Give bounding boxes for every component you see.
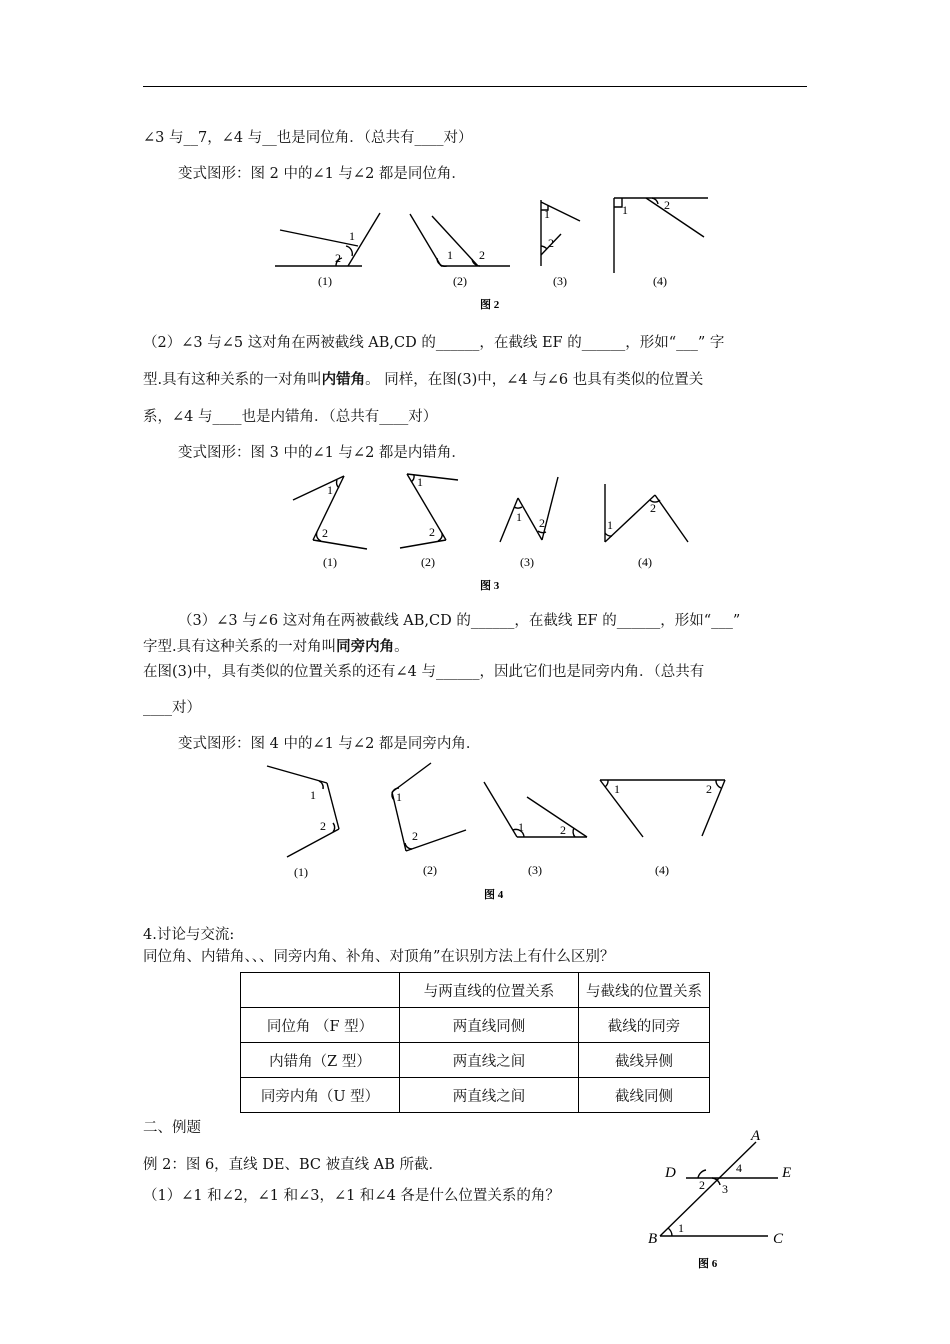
text-line: 4.讨论与交流: — [143, 927, 235, 943]
angle-label: 2 — [335, 251, 341, 265]
text-line: 变式图形：图 2 中的∠1 与∠2 都是同位角． — [178, 166, 466, 182]
text-line: 例 2：图 6，直线 DE、BC 被直线 AB 所截． — [143, 1157, 443, 1173]
text-line: 变式图形：图 4 中的∠1 与∠2 都是同旁内角． — [178, 736, 481, 752]
text-line: 在图(3)中，具有类似的位置关系的还有∠4 与______，因此它们也是同旁内角．（总共有 — [143, 664, 705, 680]
angle-label: 1 — [349, 229, 355, 243]
angle-label: 1 — [544, 207, 550, 221]
angle-label: 1 — [614, 782, 620, 796]
text-line: 同位角、内错角、、、同旁内角、补角、对顶角”在识别方法上有什么区别？ — [143, 949, 615, 965]
figure-caption: 图 6 — [698, 1258, 718, 1270]
table-cell: 内错角（Z 型） — [241, 1043, 400, 1078]
angle-label: 2 — [706, 782, 712, 796]
angle-label: 3 — [722, 1182, 728, 1196]
table-row — [241, 1008, 710, 1043]
header-rule — [143, 86, 807, 87]
text-line: （2）∠3 与∠5 这对角在两被截线 AB,CD 的______，在截线 EF 的______，形如“___” 字 — [143, 335, 725, 351]
sub-caption: (4) — [653, 274, 667, 288]
table-cell: 截线同侧 — [579, 1078, 710, 1113]
angle-label: 1 — [516, 510, 522, 524]
text-line: 系，∠4 与____也是内错角．（总共有____对） — [143, 409, 438, 425]
point-label: E — [782, 1165, 792, 1181]
angle-label: 2 — [539, 516, 545, 530]
angle-label: 2 — [412, 829, 418, 843]
angle-label: 1 — [607, 518, 613, 532]
table-cell: 与两直线的位置关系 — [400, 973, 579, 1008]
table-cell: 两直线之间 — [400, 1078, 579, 1113]
comparison-table — [240, 972, 710, 1113]
sub-caption: (4) — [638, 555, 652, 569]
angle-label: 2 — [479, 248, 485, 262]
point-label: D — [665, 1165, 676, 1181]
table-row — [241, 1043, 710, 1078]
text-line: ∠3 与__7，∠4 与__也是同位角．（总共有____对） — [143, 130, 473, 146]
sub-caption: (4) — [655, 863, 669, 877]
section-heading: 二、例题 — [143, 1120, 201, 1136]
sub-caption: (2) — [421, 555, 435, 569]
figure-caption: 图 3 — [480, 580, 500, 592]
angle-label: 2 — [429, 525, 435, 539]
angle-label: 1 — [396, 790, 402, 804]
table-cell: 截线的同旁 — [579, 1008, 710, 1043]
point-label: A — [751, 1128, 761, 1144]
table-cell: 两直线之间 — [400, 1043, 579, 1078]
table-cell: 截线异侧 — [579, 1043, 710, 1078]
table-cell — [241, 973, 400, 1008]
angle-label: 1 — [518, 820, 524, 834]
angle-label: 1 — [447, 248, 453, 262]
text-line: （3）∠3 与∠6 这对角在两被截线 AB,CD 的______，在截线 EF 的______，形如“___” — [178, 613, 741, 629]
figure-caption: 图 2 — [480, 299, 500, 311]
table-cell: 同位角 （F 型） — [241, 1008, 400, 1043]
table-header-row — [241, 973, 710, 1008]
sub-caption: (3) — [553, 274, 567, 288]
sub-caption: (1) — [318, 274, 332, 288]
angle-label: 1 — [310, 788, 316, 802]
angle-label: 1 — [327, 483, 333, 497]
sub-caption: (2) — [453, 274, 467, 288]
text-line: ____对） — [143, 700, 201, 716]
angle-label: 2 — [699, 1178, 705, 1192]
sub-caption: (1) — [294, 865, 308, 879]
angle-label: 4 — [736, 1161, 742, 1175]
angle-label: 1 — [417, 475, 423, 489]
figure-caption: 图 4 — [484, 889, 504, 901]
text-line: 字型.具有这种关系的一对角叫同旁内角。 — [143, 638, 409, 655]
table-cell: 两直线同侧 — [400, 1008, 579, 1043]
angle-label: 2 — [320, 819, 326, 833]
angle-label: 2 — [548, 236, 554, 250]
sub-caption: (3) — [520, 555, 534, 569]
sub-caption: (2) — [423, 863, 437, 877]
table-cell: 与截线的位置关系 — [579, 973, 710, 1008]
angle-label: 2 — [664, 198, 670, 212]
angle-label: 1 — [622, 203, 628, 217]
point-label: C — [773, 1231, 784, 1247]
text-line: 型.具有这种关系的一对角叫内错角。 同样，在图(3)中，∠4 与∠6 也具有类似的位置关 — [143, 371, 704, 388]
sub-caption: (1) — [323, 555, 337, 569]
angle-label: 1 — [678, 1221, 684, 1235]
point-label: B — [648, 1231, 658, 1247]
angle-label: 2 — [322, 526, 328, 540]
table-row — [241, 1078, 710, 1113]
text-line: （1）∠1 和∠2，∠1 和∠3，∠1 和∠4 各是什么位置关系的角？ — [143, 1188, 560, 1204]
sub-caption: (3) — [528, 863, 542, 877]
table-cell: 同旁内角（U 型） — [241, 1078, 400, 1113]
angle-label: 2 — [650, 501, 656, 515]
text-line: 变式图形：图 3 中的∠1 与∠2 都是内错角． — [178, 445, 466, 461]
angle-label: 2 — [560, 823, 566, 837]
